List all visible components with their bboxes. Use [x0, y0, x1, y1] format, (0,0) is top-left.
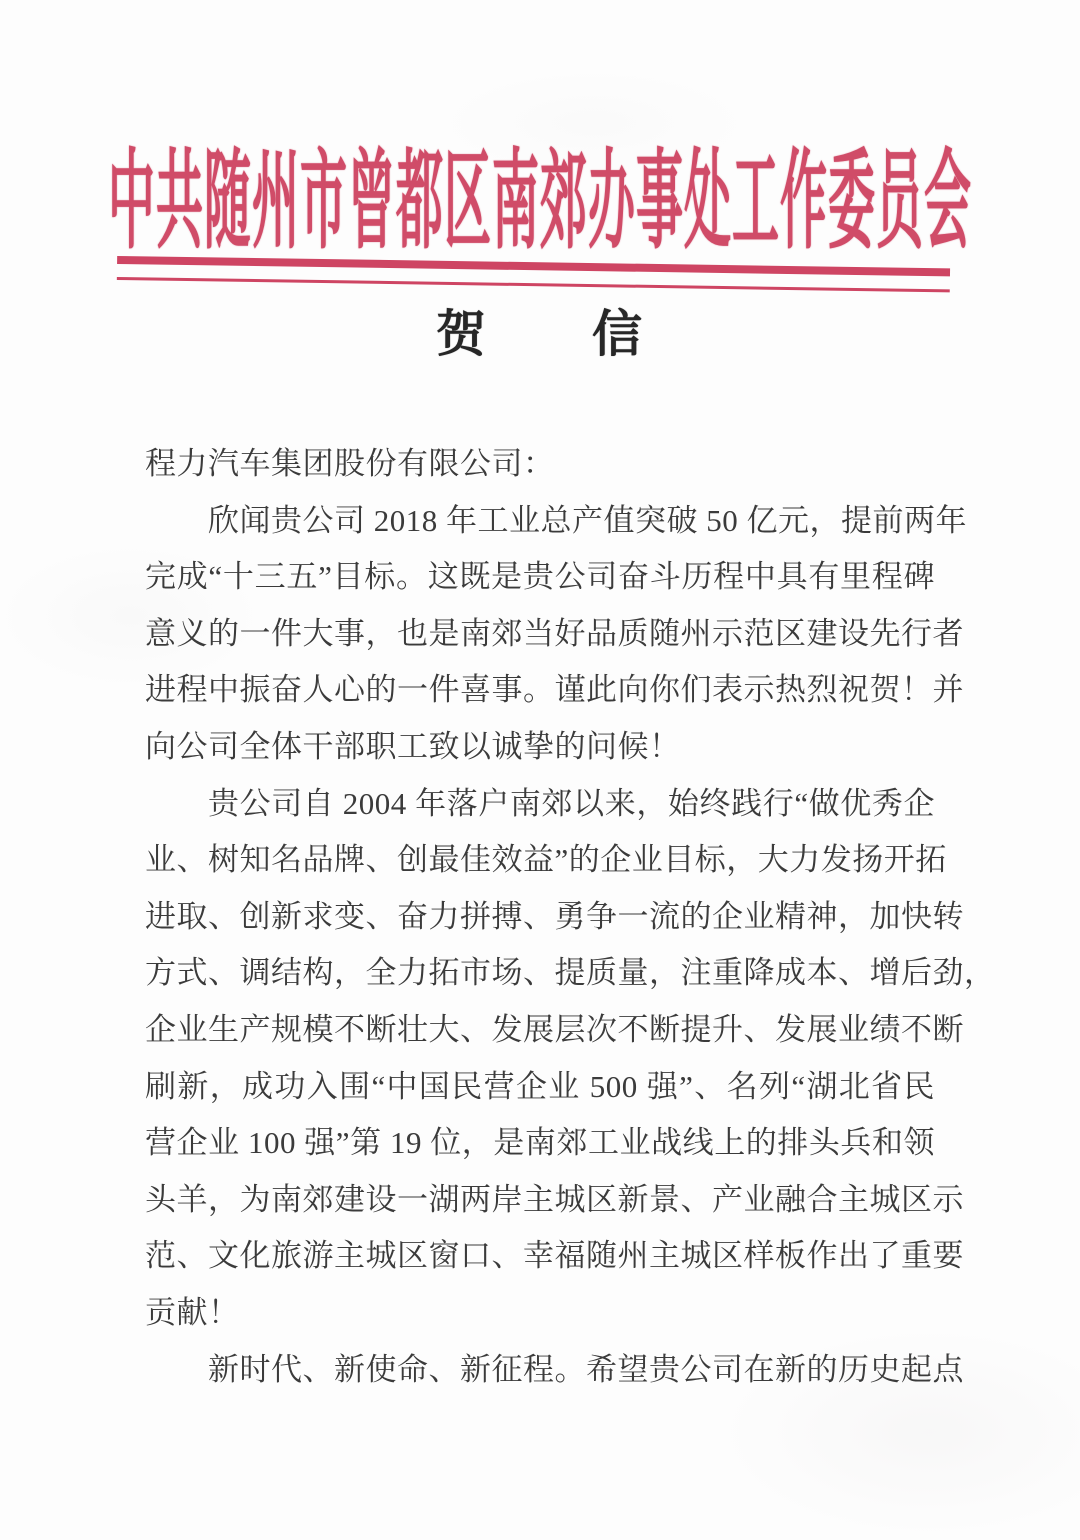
body-line: 业、树知名品牌、创最佳效益”的企业目标，大力发扬开拓: [145, 842, 947, 878]
body-line: 向公司全体干部职工致以诚挚的问候！: [145, 728, 681, 764]
body-line: 意义的一件大事，也是南郊当好品质随州示范区建设先行者: [145, 615, 964, 651]
body-line: 企业生产规模不断壮大、发展层次不断提升、发展业绩不断: [145, 1011, 964, 1047]
body-line: 完成“十三五”目标。这既是贵公司奋斗历程中具有里程碑: [145, 559, 935, 595]
body-line: 欣闻贵公司 2018 年工业总产值突破 50 亿元，提前两年: [208, 502, 967, 538]
body-line: 贵公司自 2004 年落户南郊以来，始终践行“做优秀企: [208, 785, 935, 821]
body-line: 贡献！: [145, 1294, 240, 1330]
body-line: 刷新，成功入围“中国民营企业 500 强”、名列“湖北省民: [145, 1068, 935, 1104]
body-line: 新时代、新使命、新征程。希望贵公司在新的历史起点: [208, 1351, 964, 1387]
body-line: 范、文化旅游主城区窗口、幸福随州主城区样板作出了重要: [145, 1238, 964, 1274]
salutation-line: 程力汽车集团股份有限公司：: [145, 446, 555, 481]
body-line: 进取、创新求变、奋力拼搏、勇争一流的企业精神，加快转: [145, 898, 964, 934]
body-line: 营企业 100 强”第 19 位，是南郊工业战线上的排头兵和领: [145, 1125, 935, 1161]
body-line: 头羊，为南郊建设一湖两岸主城区新景、产业融合主城区示: [145, 1181, 964, 1217]
body-line: 方式、调结构，全力拓市场、提质量，注重降成本、增后劲，: [145, 955, 996, 991]
letter-body: [145, 436, 996, 1398]
body-line: 进程中振奋人心的一件喜事。谨此向你们表示热烈祝贺！并: [145, 672, 964, 708]
letterhead-agency-name: 中共随州市曾都区南郊办事处工作委员会: [108, 143, 972, 264]
letter-title: 贺 信: [436, 306, 644, 362]
